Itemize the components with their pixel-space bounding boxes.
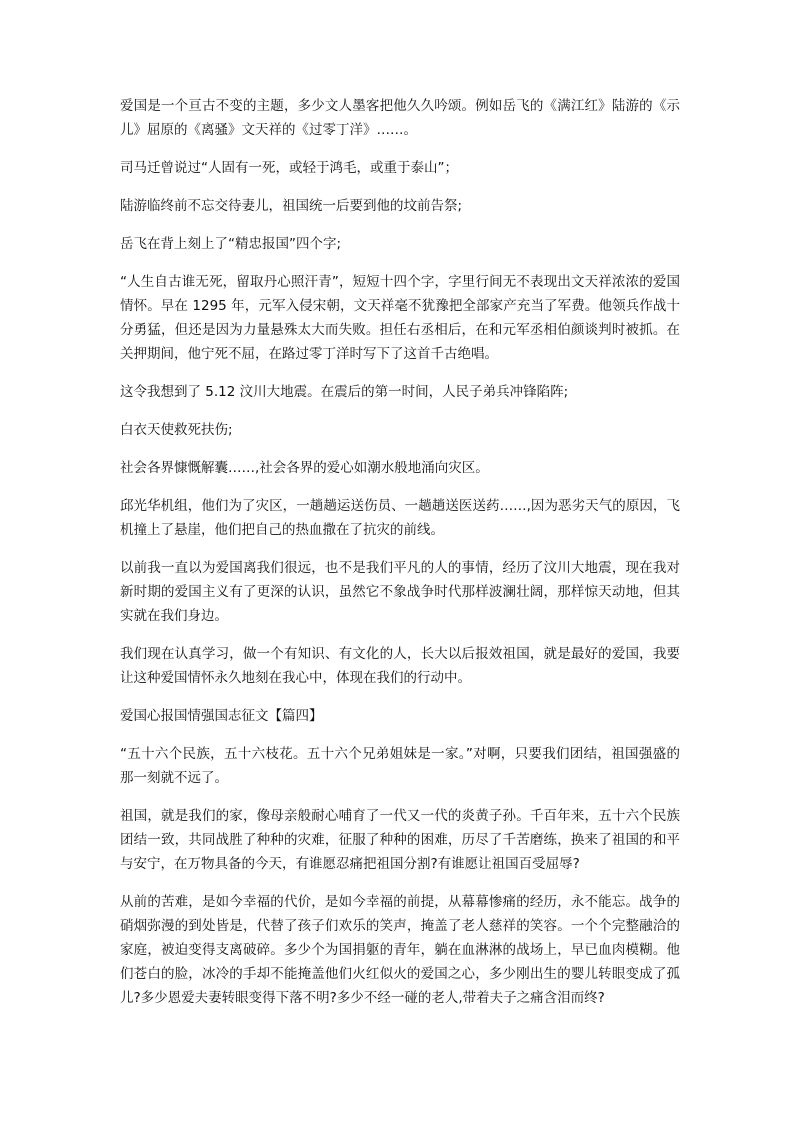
document-body (120, 94, 680, 1024)
paragraph-aircrew: 邱光华机组，他们为了灾区，一趟趟运送伤员、一趟趟送医送药……,因为恶劣天气的原因，飞机撞上了悬崖，他们把自己的热血撒在了抗灾的前线。 (120, 498, 680, 538)
paragraph-reflection: 以前我一直以为爱国离我们很远，也不是我们平凡的人的事情，经历了汶川大地震，现在我对新时期的爱国主义有了更深的认识，虽然它不象战争时代那样波澜壮阔，那样惊天动地，但其实就在我们身边。 (120, 560, 680, 624)
paragraph-history: 从前的苦难，是如今幸福的代价，是如今幸福的前提，从幕幕惨痛的经历，永不能忘。战争的硝烟弥漫的到处皆是，代替了孩子们欢乐的笑声，掩盖了老人慈祥的笑容。一个个完整融洽的家庭，被迫变得支离破碎。多少个为国捐躯的青年，躺在血淋淋的战场上，早已血肉模糊。他们苍白的脸，冰冷的手却不能掩盖他们火红似火的爱国之心，多少刚出生的婴儿转眼变成了孤儿?多少恩爱夫妻转眼变得下落不明?多少不经一碰的老人,带着夫子之痛含泪而终? (120, 894, 680, 1006)
paragraph-unity: “五十六个民族，五十六枝花。五十六个兄弟姐妹是一家。”对啊，只要我们团结，祖国强盛的那一刻就不远了。 (120, 746, 680, 786)
paragraph-medics: 白衣天使救死扶伤; (120, 422, 233, 438)
paragraph-wen-tianxiang: “人生自古谁无死，留取丹心照汗青”，短短十四个字，字里行间无不表现出文天祥浓浓的爱国情怀。早在 1295 年，元军入侵宋朝，文天祥毫不犹豫把全部家产充当了军费。他领兵作战十分勇猛，但还是因为力量悬殊太大而失败。担任右丞相后，在和元军丞相伯颜谈判时被抓。在关押期间，他宁死不屈，在路过零丁洋时写下了这首千古绝唱。 (120, 274, 680, 362)
paragraph-earthquake: 这令我想到了 5.12 汶川大地震。在震后的第一时间，人民子弟兵冲锋陷阵; (120, 384, 569, 400)
section-heading: 爱国心报国情强国志征文【篇四】 (120, 708, 323, 724)
paragraph-yue-fei: 岳飞在背上刻上了“精忠报国”四个字; (120, 236, 342, 252)
paragraph-donations: 社会各界慷慨解囊……,社会各界的爱心如潮水般地涌向灾区。 (120, 460, 489, 476)
paragraph-motherland: 祖国，就是我们的家，像母亲般耐心哺育了一代又一代的炎黄子孙。千百年来，五十六个民族团结一致，共同战胜了种种的灾难，征服了种种的困难，历尽了千苦磨练，换来了祖国的和平与安宁，在万物具备的今天，有谁愿忍痛把祖国分割?有谁愿让祖国百受屈辱? (120, 808, 680, 872)
paragraph-resolve: 我们现在认真学习，做一个有知识、有文化的人，长大以后报效祖国，就是最好的爱国，我要让这种爱国情怀永久地刻在我心中，体现在我们的行动中。 (120, 646, 680, 686)
paragraph-lu-you: 陆游临终前不忘交待妻儿，祖国统一后要到他的坟前告祭; (120, 198, 463, 214)
paragraph-sima-qian: 司马迁曾说过“人固有一死，或轻于鸿毛，或重于泰山”； (120, 160, 458, 176)
paragraph-intro: 爱国是一个亘古不变的主题，多少文人墨客把他久久吟颂。例如岳飞的《满江红》陆游的《示儿》屈原的《离骚》文天祥的《过零丁洋》……。 (120, 98, 680, 138)
